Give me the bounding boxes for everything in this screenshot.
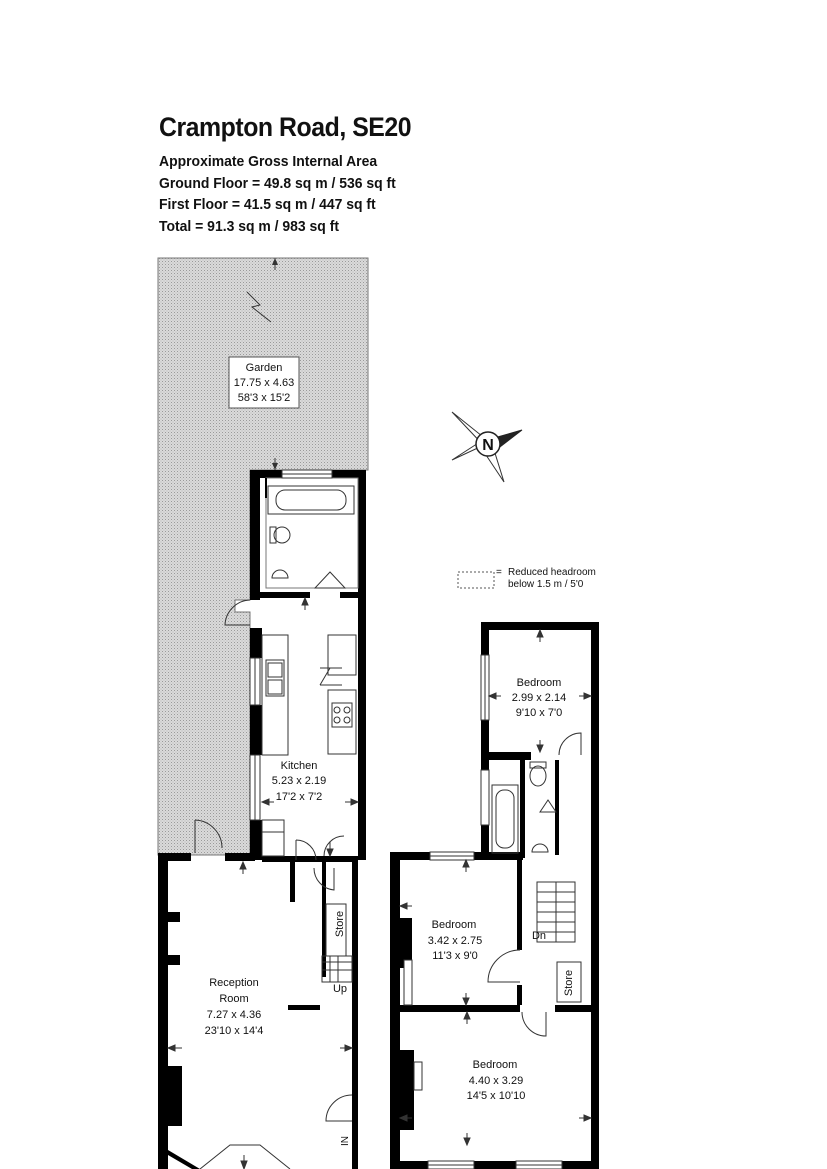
reception-name-1: Reception bbox=[209, 977, 259, 989]
store-label-first: Store bbox=[563, 969, 575, 997]
garden-imperial: 58'3 x 15'2 bbox=[237, 392, 291, 404]
kitchen-fittings bbox=[250, 635, 356, 860]
bedroom-mid-name: Bedroom bbox=[431, 919, 477, 931]
reception-metric: 7.27 x 4.36 bbox=[206, 1009, 262, 1021]
legend-marker: = bbox=[496, 567, 502, 578]
area-heading: Approximate Gross Internal Area bbox=[159, 153, 378, 170]
kitchen-imperial: 17'2 x 7'2 bbox=[275, 791, 323, 803]
bedroom-large-name: Bedroom bbox=[472, 1059, 518, 1071]
reduced-headroom-swatch bbox=[458, 572, 494, 588]
bedroom-small-imperial: 9'10 x 7'0 bbox=[515, 707, 563, 719]
bathroom-fittings bbox=[266, 470, 358, 588]
total-area: Total = 91.3 sq m / 983 sq ft bbox=[159, 217, 339, 235]
page-title: Crampton Road, SE20 bbox=[159, 112, 412, 142]
bedroom-large-imperial: 14'5 x 10'10 bbox=[466, 1090, 526, 1102]
in-arrow-label: IN bbox=[340, 1136, 351, 1146]
garden-name: Garden bbox=[245, 362, 283, 374]
store-label-ground: Store bbox=[334, 910, 346, 938]
legend-line1: Reduced headroom bbox=[508, 567, 596, 578]
bedroom-small-name: Bedroom bbox=[516, 677, 562, 689]
bedroom-mid-imperial: 11'3 x 9'0 bbox=[432, 950, 478, 962]
bedroom-mid-metric: 3.42 x 2.75 bbox=[427, 935, 483, 947]
legend-line2: below 1.5 m / 5'0 bbox=[508, 579, 584, 590]
kitchen-name: Kitchen bbox=[280, 760, 318, 772]
reception-imperial: 23'10 x 14'4 bbox=[204, 1025, 264, 1037]
ground-floor-area: Ground Floor = 49.8 sq m / 536 sq ft bbox=[159, 174, 396, 192]
kitchen-metric: 5.23 x 2.19 bbox=[271, 775, 327, 787]
garden-metric: 17.75 x 4.63 bbox=[233, 377, 295, 389]
bedroom-large-metric: 4.40 x 3.29 bbox=[468, 1075, 524, 1087]
stairs-up-label: Up bbox=[332, 983, 348, 995]
bedroom-small-metric: 2.99 x 2.14 bbox=[511, 692, 567, 704]
garden-area bbox=[158, 258, 368, 855]
reception-name-2: Room bbox=[219, 993, 249, 1005]
stairs-down-label: Dn bbox=[531, 930, 547, 942]
first-floor-area: First Floor = 41.5 sq m / 447 sq ft bbox=[159, 196, 376, 213]
compass-letter: N bbox=[482, 437, 494, 454]
